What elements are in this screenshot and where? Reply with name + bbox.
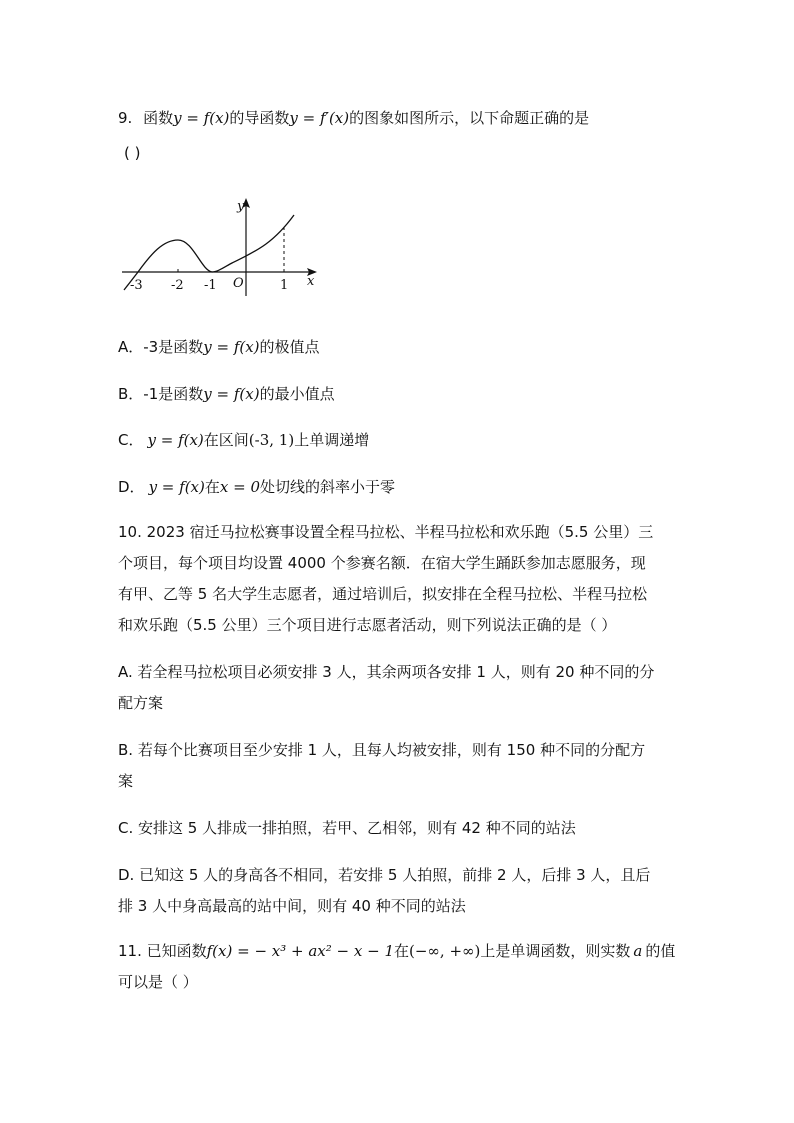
q11-stem-line2: 可以是（ ） <box>118 973 198 991</box>
tick-label-minus3: -3 <box>130 278 143 293</box>
q10-stem-line2: 个项目，每个项目均设置 4000 个参赛名额．在宿大学生踊跃参加志愿服务，现 <box>118 554 646 572</box>
q10-option-d-line2: 排 3 人中身高最高的站中间，则有 40 种不同的站法 <box>118 897 466 915</box>
q10-option-b-line1: B. 若每个比赛项目至少安排 1 人，且每人均被安排，则有 150 种不同的分配方 <box>118 741 646 759</box>
q9-formula-f: y = f(x) <box>173 109 230 127</box>
q10-option-b-line2: 案 <box>118 772 134 790</box>
tick-label-1: 1 <box>280 278 289 293</box>
q9-option-a: A．-3是函数y = f(x)的极值点 <box>118 338 320 356</box>
q10-option-a-line1: A. 若全程马拉松项目必须安排 3 人，其余两项各安排 1 人，则有 20 种不同的分 <box>118 663 655 681</box>
y-axis-label: y <box>237 199 245 214</box>
q11-formula: f(x) = − x³ + ax² − x − 1 <box>206 942 394 960</box>
q9-derivative-graph <box>118 190 328 302</box>
q10-option-a-line2: 配方案 <box>118 694 164 712</box>
q9-answer-paren: ( ) <box>124 144 141 162</box>
q9-stem: 9. 函数y = f(x)的导函数y = f′(x)的图象如图所示，以下命题正确的是 <box>118 109 590 127</box>
q9-option-b: B．-1是函数y = f(x)的最小值点 <box>118 385 335 403</box>
q9-option-c: C． y = f(x)在区间(-3, 1)上单调递增 <box>118 431 370 449</box>
q11-interval: (−∞, +∞) <box>409 942 481 960</box>
q9-formula-fprime: y = f′(x) <box>289 109 350 127</box>
x-axis-label: x <box>307 274 315 289</box>
tick-label-minus2: -2 <box>171 278 184 293</box>
q9-option-d: D． y = f(x)在x = 0处切线的斜率小于零 <box>118 478 395 496</box>
q11-stem-line1: 11. 已知函数f(x) = − x³ + ax² − x − 1在(−∞, +∞)上是单调函数，则实数 a 的值 <box>118 942 676 960</box>
q10-option-d-line1: D. 已知这 5 人的身高各不相同，若安排 5 人拍照，前排 2 人，后排 3 人，且后 <box>118 866 651 884</box>
q10-stem-line4: 和欢乐跑（5.5 公里）三个项目进行志愿者活动，则下列说法正确的是（ ） <box>118 616 617 634</box>
q10-option-c: C. 安排这 5 人排成一排拍照，若甲、乙相邻，则有 42 种不同的站法 <box>118 819 576 837</box>
q10-stem-line3: 有甲、乙等 5 名大学生志愿者，通过培训后，拟安排在全程马拉松、半程马拉松 <box>118 585 648 603</box>
q9-number: 9. <box>118 109 133 127</box>
q10-stem-line1: 10. 2023 宿迁马拉松赛事设置全程马拉松、半程马拉松和欢乐跑（5.5 公里）三 <box>118 523 654 541</box>
tick-label-minus1: -1 <box>204 278 217 293</box>
origin-label: O <box>233 276 244 291</box>
